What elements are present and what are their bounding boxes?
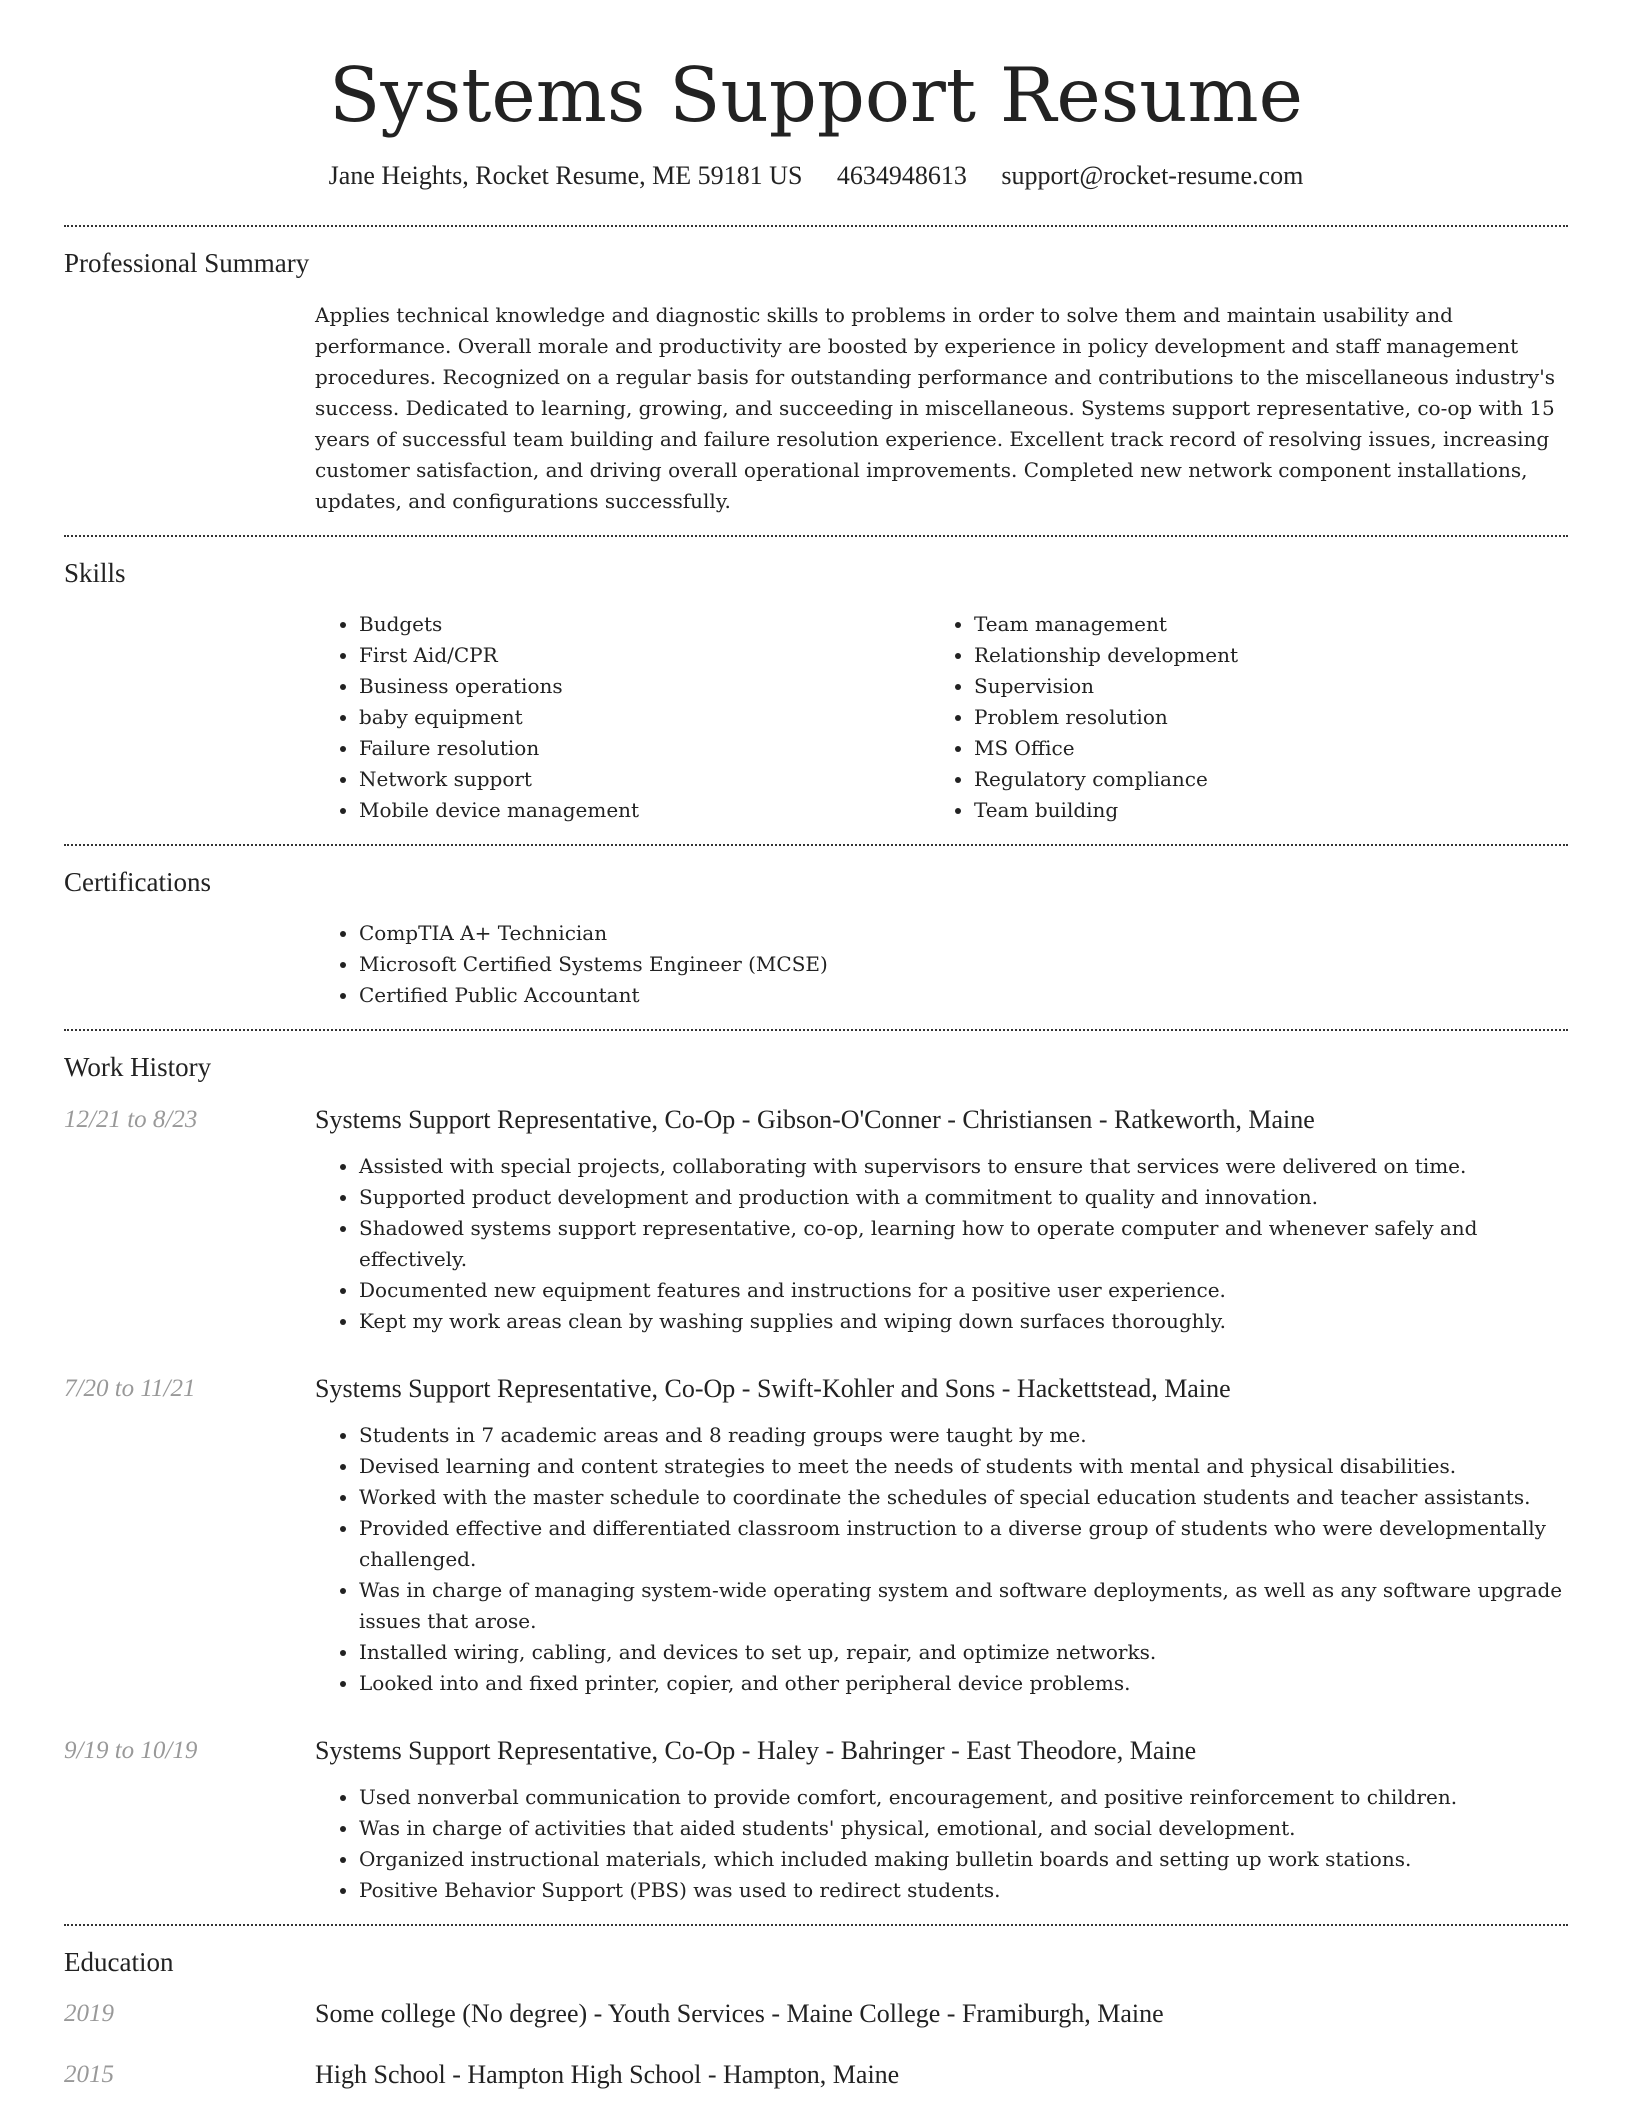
education-date: 2015 (64, 2061, 114, 2089)
skill-item: • Supervision (974, 671, 1545, 702)
work-section (64, 1031, 1568, 1923)
skill-item: • MS Office (974, 733, 1545, 764)
contact-email: support@rocket-resume.com (1001, 161, 1304, 190)
skills-section (64, 537, 1568, 844)
certifications-title: Certifications (64, 866, 211, 897)
job-bullets (315, 1420, 1568, 1699)
skill-item: • First Aid/CPR (359, 640, 930, 671)
skill-item: • Budgets (359, 609, 930, 640)
job-bullet: • Devised learning and content strategies to meet the needs of students with mental and physical disabilities. (359, 1451, 1568, 1482)
skills-column-right (930, 609, 1545, 826)
job-entry (64, 1104, 1568, 1337)
job-body (315, 1735, 1568, 1906)
skill-item: • Network support (359, 764, 930, 795)
resume-title: Systems Support Resume (328, 51, 1304, 139)
certification-item: • Certified Public Accountant (359, 980, 1568, 1011)
job-date: 9/19 to 10/19 (64, 1736, 198, 1764)
skills-column-left (315, 609, 930, 826)
job-bullets (315, 1151, 1568, 1337)
job-bullet: • Documented new equipment features and instructions for a positive user experience. (359, 1275, 1568, 1306)
job-bullet: • Was in charge of activities that aided students' physical, emotional, and social development. (359, 1813, 1568, 1844)
education-body (315, 1998, 1568, 2029)
job-body (315, 1104, 1568, 1337)
job-entry (64, 1735, 1568, 1906)
contact-line (64, 160, 1568, 191)
education-section (64, 1926, 1568, 2108)
education-date: 2019 (64, 2000, 114, 2028)
job-bullet: • Used nonverbal communication to provide comfort, encouragement, and positive reinforcement to children. (359, 1782, 1568, 1813)
skill-item: • Failure resolution (359, 733, 930, 764)
skills-list-right (930, 609, 1545, 826)
job-heading: Systems Support Representative, Co-Op - Swift-Kohler and Sons - Hackettstead, Maine (315, 1373, 1231, 1403)
job-bullet: • Provided effective and differentiated classroom instruction to a diverse group of students who were developmentally challenged. (359, 1513, 1568, 1575)
skill-item: • Problem resolution (974, 702, 1545, 733)
education-body (315, 2059, 1568, 2090)
work-title: Work History (64, 1052, 212, 1083)
certifications-content (315, 918, 1568, 1011)
skills-grid (315, 609, 1568, 826)
job-body (315, 1373, 1568, 1699)
certifications-list (315, 918, 1568, 1011)
skill-item: • Mobile device management (359, 795, 930, 826)
job-bullet: • Supported product development and production with a commitment to quality and innovation. (359, 1182, 1568, 1213)
skill-item: • baby equipment (359, 702, 930, 733)
contact-phone: 4634948613 (836, 161, 967, 190)
certification-item: • CompTIA A+ Technician (359, 918, 1568, 949)
skill-item: • Regulatory compliance (974, 764, 1545, 795)
skill-item: • Team management (974, 609, 1545, 640)
job-bullet: • Was in charge of managing system-wide operating system and software deployments, as well as any software upgrade issues that arose. (359, 1575, 1568, 1637)
job-bullet: • Worked with the master schedule to coordinate the schedules of special education students and teacher assistants. (359, 1482, 1568, 1513)
education-entry (64, 2059, 1568, 2090)
summary-title: Professional Summary (64, 248, 310, 279)
job-entry (64, 1373, 1568, 1699)
job-date: 12/21 to 8/23 (64, 1105, 198, 1133)
job-heading: Systems Support Representative, Co-Op - Haley - Bahringer - East Theodore, Maine (315, 1735, 1197, 1765)
education-heading: Some college (No degree) - Youth Services - Maine College - Framiburgh, Maine (315, 1999, 1164, 2029)
job-bullet: • Organized instructional materials, which included making bulletin boards and setting up work stations. (359, 1844, 1568, 1875)
summary-content (315, 300, 1568, 517)
education-entry (64, 1998, 1568, 2029)
job-date: 7/20 to 11/21 (64, 1374, 196, 1402)
job-bullet: • Students in 7 academic areas and 8 reading groups were taught by me. (359, 1420, 1568, 1451)
skill-item: • Relationship development (974, 640, 1545, 671)
certifications-section (64, 846, 1568, 1029)
summary-text: Applies technical knowledge and diagnostic skills to problems in order to solve them and maintain usability and performance. Overall morale and productivity are boosted by experience in policy development and staff management procedures. Recognized on a regular basis for outstanding performance and contributions to the miscellaneous industry's success. Dedicated to learning, growing, and succeeding in miscellaneous. Systems support representative, co-op with 15 years of successful team building and failure resolution experience. Excellent track record of resolving issues, increasing customer satisfaction, and driving overall operational improvements. Completed new network component installations, updates, and configurations successfully. (315, 302, 1555, 513)
education-heading: High School - Hampton High School - Hampton, Maine (315, 2060, 900, 2090)
skills-list-left (315, 609, 930, 826)
job-bullets (315, 1782, 1568, 1906)
certification-item: • Microsoft Certified Systems Engineer (MCSE) (359, 949, 1568, 980)
job-bullet: • Installed wiring, cabling, and devices to set up, repair, and optimize networks. (359, 1637, 1568, 1668)
skill-item: • Team building (974, 795, 1545, 826)
skill-item: • Business operations (359, 671, 930, 702)
skills-title: Skills (64, 557, 126, 588)
job-heading: Systems Support Representative, Co-Op - Gibson-O'Conner - Christiansen - Ratkeworth, Maine (315, 1104, 1315, 1134)
contact-address: Jane Heights, Rocket Resume, ME 59181 US (328, 161, 803, 190)
education-title: Education (64, 1946, 174, 1977)
job-bullet: • Positive Behavior Support (PBS) was used to redirect students. (359, 1875, 1568, 1906)
job-bullet: • Shadowed systems support representative, co-op, learning how to operate computer and whenever safely and effectively. (359, 1213, 1568, 1275)
summary-section (64, 227, 1568, 534)
job-bullet: • Looked into and fixed printer, copier, and other peripheral device problems. (359, 1668, 1568, 1699)
job-bullet: • Kept my work areas clean by washing supplies and wiping down surfaces thoroughly. (359, 1306, 1568, 1337)
job-bullet: • Assisted with special projects, collaborating with supervisors to ensure that services were delivered on time. (359, 1151, 1568, 1182)
